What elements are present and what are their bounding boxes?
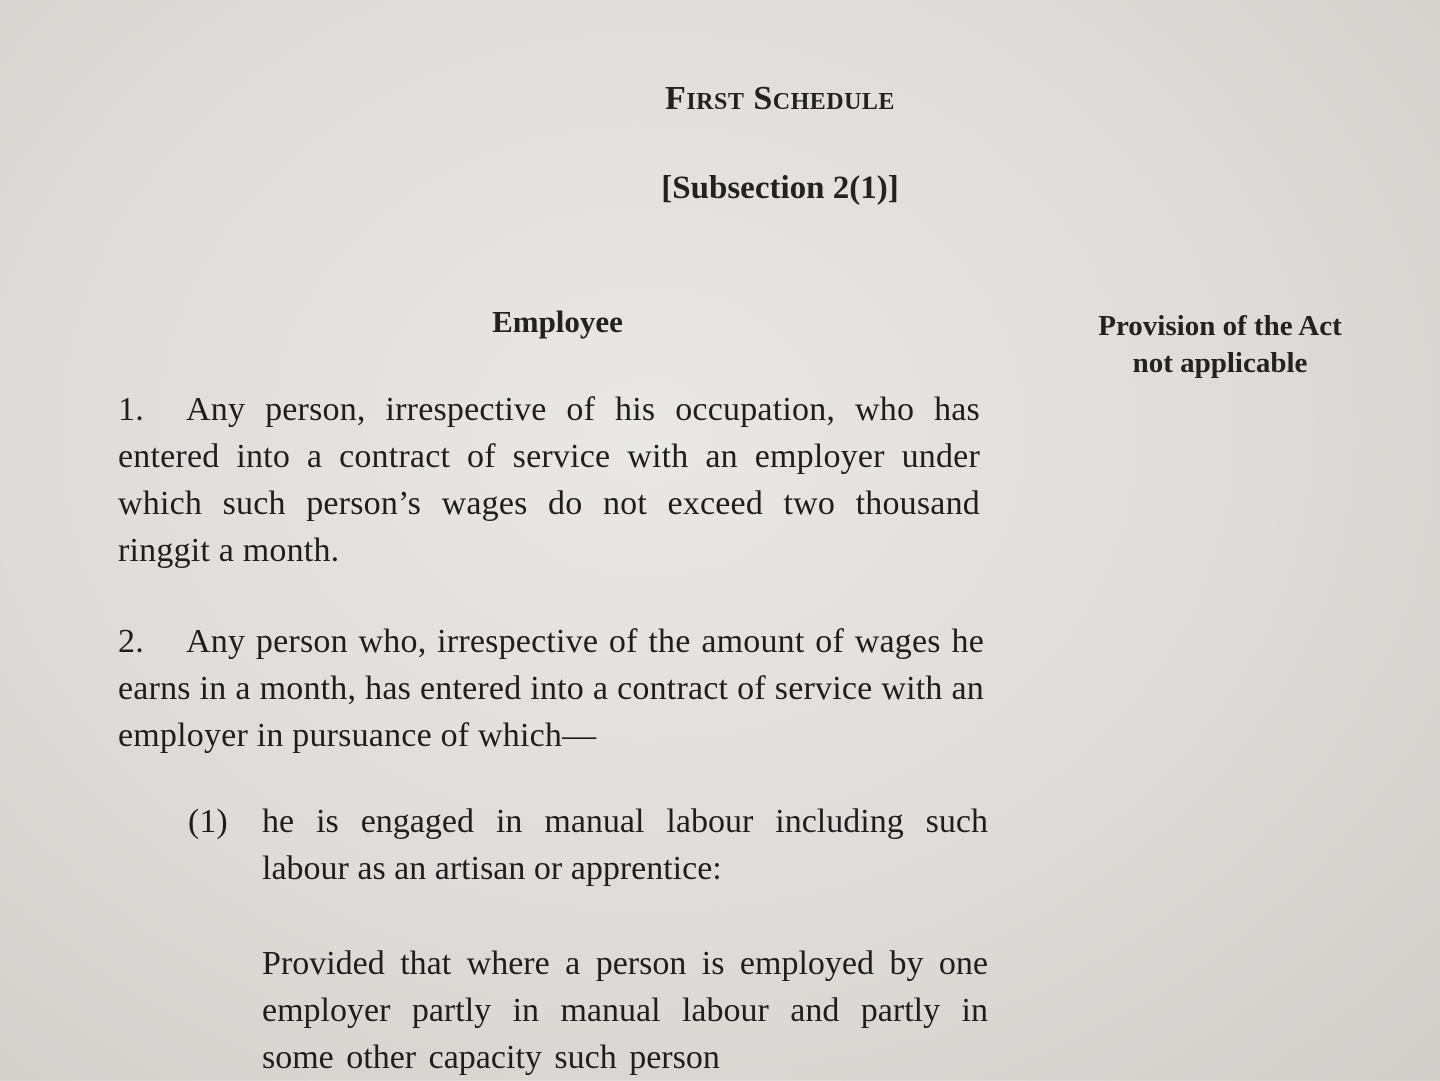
schedule-reference: [Subsection 2(1)] — [661, 170, 899, 206]
column-heading-provision — [1060, 308, 1380, 382]
paragraph-number: 1. — [118, 391, 144, 428]
subparagraph-1 — [188, 798, 988, 892]
column-heading-provision-line2: not applicable — [1132, 347, 1308, 379]
paragraph-text: Any person who, irrespective of the amount of wages he earns in a month, has entered into a contract of service with an employer in pursuance of which— — [118, 623, 984, 754]
paragraph-2 — [118, 618, 984, 759]
subparagraph-number: (1) — [188, 803, 228, 840]
proviso-text: Provided that where a person is employed by one employer partly in manual labour and partly in some other capacity such person — [262, 945, 988, 1076]
column-heading-provision-line1: Provision of the Act — [1098, 310, 1342, 342]
subparagraph-text: he is engaged in manual labour including such labour as an artisan or apprentice: — [262, 803, 988, 887]
column-heading-employee: Employee — [492, 304, 623, 339]
paragraph-1 — [118, 386, 980, 574]
schedule-title: First Schedule — [665, 80, 895, 117]
paragraph-text: Any person, irrespective of his occupation, who has entered into a contract of service with an employer under which such person’s wages do not exceed two thousand ringgit a month. — [118, 391, 980, 569]
paragraph-number: 2. — [118, 623, 144, 660]
